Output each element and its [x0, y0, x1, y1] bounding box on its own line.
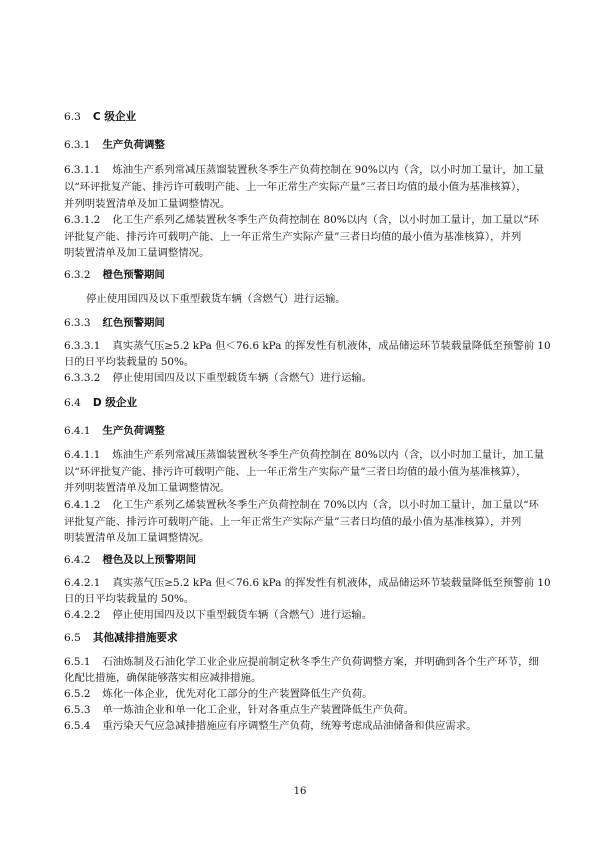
clause-text: 停止使用国四及以下重型载货车辆（含燃气）进行运输。 [112, 609, 373, 621]
paragraph-line [64, 576, 551, 590]
clause-number: 6.4.1.1 [64, 449, 101, 461]
subsection-number: 6.3.1 [64, 139, 91, 151]
clause-number: 6.5.2 [64, 688, 91, 700]
clause-text: 单一炼油企业和单一化工企业，针对各重点生产装置降低生产负荷。 [102, 704, 415, 716]
clause-text: 化工生产系列乙烯装置秋冬季生产负荷控制在 80%以内（含，以小时加工量计，加工量以“环 [112, 214, 539, 226]
paragraph-line [64, 703, 538, 717]
paragraph-line: 日的日平均装载量的 50%。 [64, 356, 195, 368]
clause-number: 6.5.4 [64, 720, 91, 732]
clause-number: 6.4.2.2 [64, 609, 101, 621]
subsection-title: 生产负荷调整 [102, 139, 165, 151]
clause-text: 真实蒸气压≥5.2 kPa 但＜76.6 kPa 的挥发性有机液体，成品储运环节装载量降低至预警前 10 [112, 340, 551, 352]
clause-text: 石油炼制及石油化学工业企业应提前制定秋冬季生产负荷调整方案，并明确到各个生产环节，细 [102, 656, 539, 668]
clause-number: 6.4.1.2 [64, 499, 101, 511]
paragraph-line: 明装置清单及加工量调整情况。 [64, 532, 210, 544]
clause-text: 炼化一体企业，优先对化工部分的生产装置降低生产负荷。 [102, 688, 373, 700]
paragraph-line: 评批复产能、排污许可载明产能、上一年正常生产实际产量”三者日均值的最小值为基准核算），并列 [64, 231, 522, 243]
paragraph-line: 评批复产能、排污许可载明产能、上一年正常生产实际产量”三者日均值的最小值为基准核算），并列 [64, 516, 522, 528]
clause-text: 炼油生产系列常减压蒸馏装置秋冬季生产负荷控制在 80%以内（含，以小时加工量计，加工量 [112, 449, 544, 461]
section-number: 6.5 [64, 632, 81, 644]
section-heading [64, 110, 538, 124]
clause-number: 6.5.3 [64, 704, 91, 716]
section-number: 6.3 [64, 111, 81, 123]
paragraph-line [64, 687, 538, 701]
subsection-number: 6.3.3 [64, 317, 91, 329]
paragraph-line: 以“环评批复产能、排污许可载明产能、上一年正常生产实际产量”三者日均值的最小值为基准核算）， [64, 181, 527, 193]
clause-text: 重污染天气应急减排措施应有序调整生产负荷，统筹考虑成品油储备和供应需求。 [102, 720, 477, 732]
page-number: 16 [293, 786, 307, 797]
paragraph-line [64, 655, 538, 669]
subsection-heading [64, 268, 538, 282]
subsection-heading [64, 138, 538, 152]
clause-number: 6.3.1.1 [64, 164, 101, 176]
paragraph-line: 化配比措施，确保能够落实相应减排措施。 [64, 672, 262, 684]
paragraph-line [64, 339, 551, 353]
paragraph-line [64, 608, 538, 622]
subsection-number: 6.4.2 [64, 554, 91, 566]
clause-number: 6.4.2.1 [64, 577, 101, 589]
subsection-number: 6.4.1 [64, 425, 91, 437]
subsection-title: 生产负荷调整 [102, 425, 165, 437]
paragraph-line: 并列明装置清单及加工量调整情况。 [64, 198, 231, 210]
paragraph-line: 并列明装置清单及加工量调整情况。 [64, 482, 231, 494]
section-title: D 级企业 [92, 397, 138, 409]
clause-text: 真实蒸气压≥5.2 kPa 但＜76.6 kPa 的挥发性有机液体，成品储运环节装载量降低至预警前 10 [112, 577, 551, 589]
paragraph-line [64, 719, 538, 733]
paragraph-line: 明装置清单及加工量调整情况。 [64, 247, 210, 259]
section-number: 6.4 [64, 397, 81, 409]
clause-text: 炼油生产系列常减压蒸馏装置秋冬季生产负荷控制在 90%以内（含，以小时加工量计，加工量 [112, 164, 544, 176]
section-heading [64, 631, 538, 645]
section-title: 其他减排措施要求 [92, 632, 178, 644]
subsection-title: 橙色及以上预警期间 [102, 554, 196, 566]
paragraph-line: 日的日平均装载量的 50%。 [64, 593, 195, 605]
clause-number: 6.3.3.2 [64, 372, 101, 384]
clause-text: 化工生产系列乙烯装置秋冬季生产负荷控制在 70%以内（含，以小时加工量计，加工量以“环 [112, 499, 539, 511]
subsection-heading [64, 553, 538, 567]
subsection-number: 6.3.2 [64, 269, 91, 281]
subsection-title: 红色预警期间 [102, 317, 165, 329]
subsection-title: 橙色预警期间 [102, 269, 165, 281]
clause-number: 6.3.1.2 [64, 214, 101, 226]
section-title: C 级企业 [92, 111, 137, 123]
section-heading [64, 396, 538, 410]
paragraph-line [64, 213, 538, 227]
paragraph-line [64, 498, 538, 512]
clause-number: 6.5.1 [64, 656, 91, 668]
paragraph-line [64, 448, 544, 462]
paragraph-line [64, 163, 544, 177]
subsection-heading [64, 424, 538, 438]
clause-text: 停止使用国四及以下重型载货车辆（含燃气）进行运输。 [112, 372, 373, 384]
paragraph-line [64, 371, 538, 385]
paragraph-line: 以“环评批复产能、排污许可载明产能、上一年正常生产实际产量”三者日均值的最小值为基准核算）， [64, 466, 527, 478]
subsection-heading [64, 316, 538, 330]
clause-number: 6.3.3.1 [64, 340, 101, 352]
paragraph-line: 停止使用国四及以下重型载货车辆（含燃气）进行运输。 [86, 293, 346, 305]
